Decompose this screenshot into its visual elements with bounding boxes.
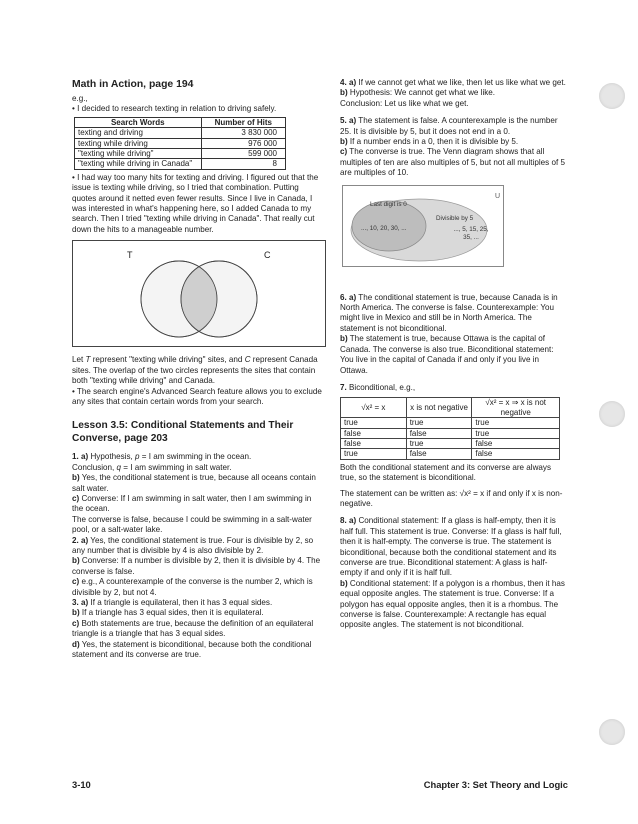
table-row [75, 149, 286, 159]
punch-hole-middle [599, 401, 625, 427]
punch-hole-top [599, 83, 625, 109]
answer-8a [340, 516, 568, 578]
table-row [75, 128, 286, 138]
table-cell: texting and driving [75, 128, 202, 138]
answer-7-explanation: Both the conditional statement and its converse are always true, so the statement is biconditional. [340, 462, 552, 483]
answer-8b [340, 579, 568, 631]
answer-text: If a number ends in a 0, then it is divisible by 5. [347, 137, 519, 147]
answer-text: = I am swimming in the ocean. [139, 452, 252, 462]
table-header: x is not negative [406, 398, 472, 418]
answer-3d [72, 640, 324, 661]
venn-diagram-multiples [342, 185, 504, 267]
table-row [341, 449, 560, 459]
venn-outer-values: ..., 5, 15, 25, 35, ... [453, 225, 489, 241]
answer-4b [340, 88, 568, 98]
answer-text: Converse: If a number is divisible by 2, then it is divisible by 4. The converse is false. [72, 556, 321, 576]
answer-4a [340, 78, 568, 88]
table-row [75, 159, 286, 169]
answer-6a [340, 293, 568, 335]
table-cell: false [341, 428, 407, 438]
answer-text: Yes, the conditional statement is true, because all oceans contain salt water. [72, 473, 316, 493]
answer-5a [340, 116, 568, 137]
answer-text: The converse is true. The Venn diagram shows that all multiples of ten are also multiples of 5, but not all multiples of 5 are multiples of 10. [340, 147, 565, 178]
answer-text: Converse: If I am swimming in salt water, then I am swimming in the ocean. [72, 493, 312, 514]
answer-text: Hypothesis, [88, 452, 135, 462]
chapter-title: Chapter 3: Set Theory and Logic [423, 779, 568, 790]
answer-label: b) [340, 334, 348, 344]
answer-text: Hypothesis: We cannot get what we like. [347, 88, 496, 98]
answer-label: 2. a) [72, 535, 89, 545]
left-column [72, 78, 324, 660]
venn-svg [343, 186, 503, 266]
table-cell: true [341, 449, 407, 459]
table-header: √x² = x ⇒ x is not negative [472, 398, 560, 418]
answer-text: Conditional statement: If a glass is half-empty, then it is half full. This statement is true. Converse: If a glass is half full, then it is half-empty. The converse is true. The statement is biconditional, because both the conditional statement and its converse are true. Biconditional statement: A glass is half-empty if and only if it is half full. [340, 516, 562, 578]
table-cell: true [472, 428, 560, 438]
answer-text: Both statements are true, because the definition of an equilateral triangle is a triangle that has 3 equal sides. [72, 618, 314, 639]
answer-label: b) [340, 578, 348, 588]
table-cell: "texting while driving" [75, 149, 202, 159]
answer-label: 6. a) [340, 292, 357, 302]
venn-outer-values-box [451, 226, 491, 250]
answer-text: e.g., A counterexample of the converse is the number 2, which is divisible by 2, but not 4. [72, 577, 313, 597]
eg-label: e.g., [72, 94, 88, 103]
answer-3b [72, 608, 324, 618]
answer-text: Conclusion, [72, 462, 117, 472]
caption-text: represent "texting while driving" sites, and [90, 355, 245, 365]
answer-text: The statement is true, because Ottawa is the capital of Canada. The converse is also true. Biconditional statement: You live in the capital of Canada if and only if you live in Ottawa. [340, 334, 554, 375]
table-cell: texting while driving [75, 138, 202, 148]
answer-label: c) [340, 147, 348, 157]
answer-label: d) [72, 639, 80, 649]
table-cell: true [406, 418, 472, 428]
venn-caption [72, 355, 324, 386]
answer-label: c) [72, 493, 80, 503]
caption-var-t: T [85, 355, 91, 365]
answer-1c [72, 494, 324, 515]
answer-2a [72, 536, 324, 557]
punch-hole-bottom [599, 719, 625, 745]
caption-text: Let [72, 355, 86, 365]
answer-4b-conclusion: Conclusion: Let us like what we get. [340, 98, 469, 108]
table-cell: false [341, 438, 407, 448]
answer-text: The statement can be written as: [340, 488, 460, 498]
answer-expression: √x² = x [459, 488, 485, 498]
answer-text: If a triangle is equilateral, then it has 3 equal sides. [88, 598, 273, 607]
table-row [75, 138, 286, 148]
answer-7-statement [340, 489, 568, 510]
caption-var-c: C [244, 355, 251, 365]
answer-var: p [135, 452, 140, 462]
answer-5b [340, 137, 568, 147]
biconditional-truth-table [340, 397, 560, 459]
answer-label: 1. a) [72, 452, 89, 462]
table-header: Number of Hits [201, 117, 285, 127]
answer-label: b) [72, 556, 80, 566]
answer-5c [340, 147, 568, 178]
answer-label: 3. a) [72, 598, 89, 607]
answer-3a [72, 598, 324, 608]
answer-label: 7. [340, 382, 347, 392]
table-header: √x² = x [341, 398, 407, 418]
answer-text: Yes, the statement is biconditional, because both the conditional statement and its converse are true. [72, 639, 312, 660]
answer-text: The conditional statement is true, because Canada is in North America. The converse is false. Counterexample: You might live in Mexico and still be in North America. The statement is not biconditional. [340, 292, 558, 333]
answer-label: c) [72, 618, 80, 628]
table-row [341, 418, 560, 428]
answer-text: Yes, the conditional statement is true. Four is divisible by 2, so any number that is divisible by 4 is also divisible by 2. [72, 535, 314, 555]
bullet-search-explanation: • I had way too many hits for texting and driving. I figured out that the issue is texting while driving, so I tried that combination. Putting quotes around it netted even fewer results. Since I live in Canada, I was interested in what's happening here, so I added Canada to my search. Then I tried "texting while driving in Canada". That really cut down the hits to a manageable number. [72, 172, 319, 234]
table-header-row [75, 117, 286, 127]
answer-1a-conclusion [72, 463, 324, 473]
venn-svg [73, 241, 325, 346]
answer-text: The statement is false. A counterexample is the number 25. It is divisible by 5, but it does not end in a 0. [340, 116, 558, 136]
table-cell: false [406, 428, 472, 438]
answer-label: b) [72, 608, 80, 618]
answer-7 [340, 383, 568, 393]
table-cell: true [472, 418, 560, 428]
answer-text: if and only if x is non-negative. [340, 488, 563, 508]
answer-1a [72, 452, 324, 462]
table-cell: true [341, 418, 407, 428]
answer-3c [72, 619, 324, 640]
table-cell: 976 000 [201, 138, 285, 148]
answer-2c [72, 577, 324, 598]
table-header-row [341, 398, 560, 418]
answer-var: q [116, 462, 122, 472]
search-hits-table [74, 117, 286, 170]
table-cell: true [406, 438, 472, 448]
table-cell: false [406, 449, 472, 459]
table-cell: false [472, 449, 560, 459]
section-heading-math-in-action: Math in Action, page 194 [72, 79, 194, 90]
venn-label-t: T [127, 250, 133, 261]
answer-text: If a triangle has 3 equal sides, then it is equilateral. [79, 608, 264, 618]
answer-label: b) [72, 473, 80, 483]
venn-inner-label: Last digit is 0 [370, 200, 407, 208]
right-column [340, 78, 568, 631]
answer-1b [72, 473, 324, 494]
caption-text: represent Canada sites. The overlap of the two circles represents the sites that contain both "texting while driving" and Canada. [72, 355, 318, 386]
page-number: 3-10 [72, 779, 91, 790]
table-cell: "texting while driving in Canada" [75, 159, 202, 169]
answer-label: 4. a) [340, 78, 357, 87]
venn-outer-label: Divisible by 5 [436, 214, 474, 222]
answer-label: c) [72, 577, 80, 587]
bullet-research: • I decided to research texting in relation to driving safely. [72, 104, 277, 114]
table-cell: false [472, 438, 560, 448]
venn-universal-label: U [495, 192, 501, 200]
table-cell: 3 830 000 [201, 128, 285, 138]
venn-label-c: C [264, 250, 271, 261]
table-row [341, 428, 560, 438]
table-cell: 599 000 [201, 149, 285, 159]
answer-text: Biconditional, e.g., [346, 382, 416, 392]
table-header: Search Words [75, 117, 202, 127]
answer-label: b) [340, 88, 348, 98]
bullet-advanced-search: • The search engine's Advanced Search feature allows you to exclude any sites that contain certain words from your search. [72, 386, 322, 406]
answer-1c-converse: The converse is false, because I could be swimming in a salt-water pool, or a salt-water lake. [72, 514, 312, 535]
answer-6b [340, 334, 568, 376]
venn-diagram-texting-canada [72, 240, 326, 347]
table-row [341, 438, 560, 448]
answer-label: b) [340, 137, 348, 147]
answer-label: 8. a) [340, 516, 357, 526]
venn-inner-values: ..., 10, 20, 30, ... [361, 224, 407, 232]
answer-2b [72, 556, 324, 577]
answer-text: = I am swimming in salt water. [121, 462, 232, 472]
table-cell: 8 [201, 159, 285, 169]
answer-label: 5. a) [340, 116, 357, 126]
section-heading-lesson-3-5: Lesson 3.5: Conditional Statements and Their Converse, page 203 [72, 420, 294, 445]
answer-text: If we cannot get what we like, then let us like what we get. [356, 78, 566, 87]
answer-text: Conditional statement: If a polygon is a rhombus, then it has equal opposite angles. The statement is true. Converse: If a polygon has equal opposite angles, then it is a rhombus. The converse is false. Counterexample: A rectangle has equal opposite angles. The statement is not biconditional. [340, 578, 565, 630]
